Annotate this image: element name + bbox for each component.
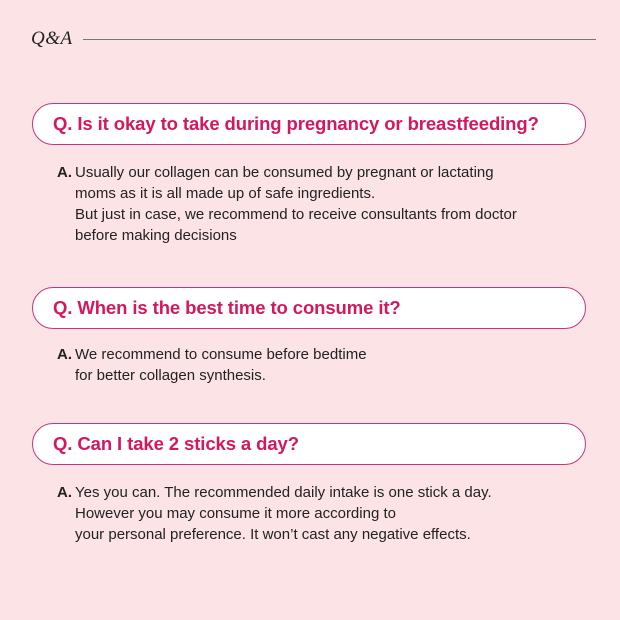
answer-line: But just in case, we recommend to receive consultants from doctor [75, 206, 517, 223]
answer-prefix: A. [57, 484, 72, 501]
question-box [32, 103, 586, 145]
page-title: Q&A [31, 28, 73, 49]
question-text: Q. Is it okay to take during pregnancy or breastfeeding? [53, 113, 539, 134]
question-box [32, 287, 586, 329]
header-divider [83, 39, 596, 40]
answer-prefix: A. [57, 164, 72, 181]
answer-block [57, 482, 577, 545]
answer-line: before making decisions [75, 227, 237, 244]
answer-line: for better collagen synthesis. [75, 367, 266, 384]
answer-text [75, 344, 367, 386]
answer-line: moms as it is all made up of safe ingredients. [75, 185, 376, 202]
answer-block [57, 162, 577, 246]
answer-prefix: A. [57, 346, 72, 363]
answer-block [57, 344, 577, 386]
answer-line: your personal preference. It won’t cast any negative effects. [75, 526, 471, 543]
page-header [31, 24, 596, 54]
answer-text [75, 482, 492, 545]
answer-line: However you may consume it more according to [75, 505, 396, 522]
question-text: Q. When is the best time to consume it? [53, 297, 401, 318]
answer-line: Usually our collagen can be consumed by pregnant or lactating [75, 164, 494, 181]
answer-text [75, 162, 517, 246]
answer-line: Yes you can. The recommended daily intake is one stick a day. [75, 484, 492, 501]
question-box [32, 423, 586, 465]
answer-line: We recommend to consume before bedtime [75, 346, 367, 363]
question-text: Q. Can I take 2 sticks a day? [53, 433, 299, 454]
